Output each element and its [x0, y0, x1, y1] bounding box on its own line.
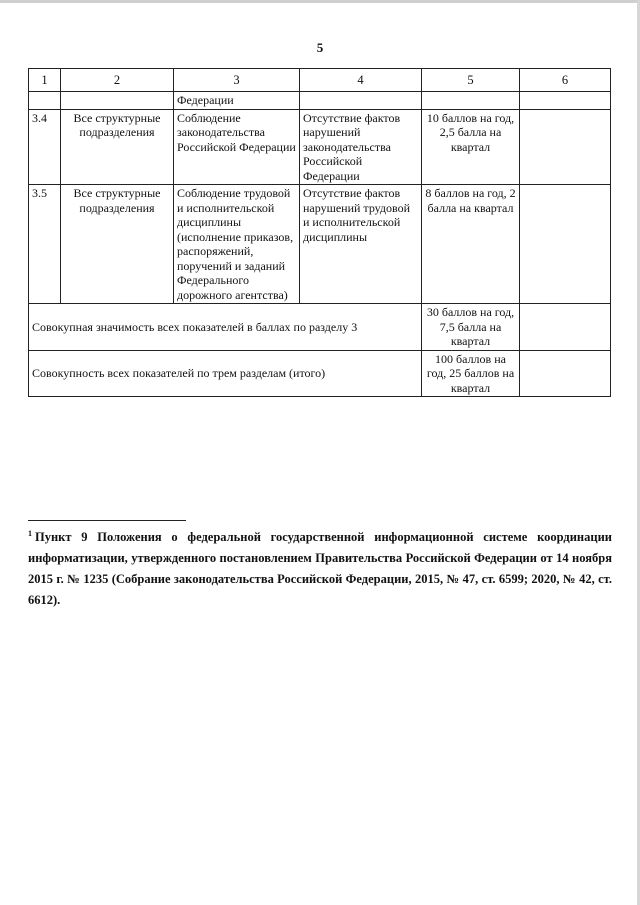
continuation-cell-4 — [300, 92, 422, 110]
summary-points: 100 баллов на год, 25 баллов на квартал — [422, 350, 520, 397]
summary-row — [29, 350, 611, 397]
continuation-cell-1 — [29, 92, 61, 110]
row-number: 3.5 — [29, 185, 61, 304]
summary-label: Совокупность всех показателей по трем разделам (итого) — [29, 350, 422, 397]
row-points: 8 баллов на год, 2 балла на квартал — [422, 185, 520, 304]
summary-extra — [520, 350, 611, 397]
header-cell-3: 3 — [174, 69, 300, 92]
summary-points: 30 баллов на год, 7,5 балла на квартал — [422, 304, 520, 351]
row-unit: Все структурные подразделения — [61, 109, 174, 185]
header-cell-4: 4 — [300, 69, 422, 92]
header-cell-5: 5 — [422, 69, 520, 92]
row-points: 10 баллов на год, 2,5 балла на квартал — [422, 109, 520, 185]
continuation-cell-2 — [61, 92, 174, 110]
row-criterion: Отсутствие фактов нарушений трудовой и исполнительской дисциплины — [300, 185, 422, 304]
scoring-table — [28, 68, 611, 397]
row-indicator: Соблюдение трудовой и исполнительской дисциплины (исполнение приказов, распоряжений, поручений и заданий Федерального дорожного агентства) — [174, 185, 300, 304]
header-cell-1: 1 — [29, 69, 61, 92]
row-number: 3.4 — [29, 109, 61, 185]
row-extra — [520, 109, 611, 185]
summary-extra — [520, 304, 611, 351]
footnote-marker: 1 — [28, 529, 32, 538]
page-edge-top — [0, 0, 640, 3]
continuation-row — [29, 92, 611, 110]
table-row — [29, 109, 611, 185]
continuation-indicator: Федерации — [174, 92, 300, 110]
footnote — [28, 523, 612, 611]
summary-row — [29, 304, 611, 351]
table-header-row — [29, 69, 611, 92]
footnote-rule — [28, 520, 186, 521]
row-extra — [520, 185, 611, 304]
table-row — [29, 185, 611, 304]
summary-label: Совокупная значимость всех показателей в баллах по разделу 3 — [29, 304, 422, 351]
row-unit: Все структурные подразделения — [61, 185, 174, 304]
footnote-text: Пункт 9 Положения о федеральной государственной информационной системе координации информатизации, утвержденного постановлением Правительства Российской Федерации от 14 ноября 2015 г. № 1235 (Собрание законодательства Российской Федерации, 2015, № 47, ст. 6599; 2020, № 42, ст. 6612). — [28, 530, 612, 607]
row-criterion: Отсутствие фактов нарушений законодательства Российской Федерации — [300, 109, 422, 185]
continuation-cell-6 — [520, 92, 611, 110]
header-cell-6: 6 — [520, 69, 611, 92]
continuation-cell-5 — [422, 92, 520, 110]
header-cell-2: 2 — [61, 69, 174, 92]
page-number: 5 — [316, 40, 324, 55]
row-indicator: Соблюдение законодательства Российской Федерации — [174, 109, 300, 185]
